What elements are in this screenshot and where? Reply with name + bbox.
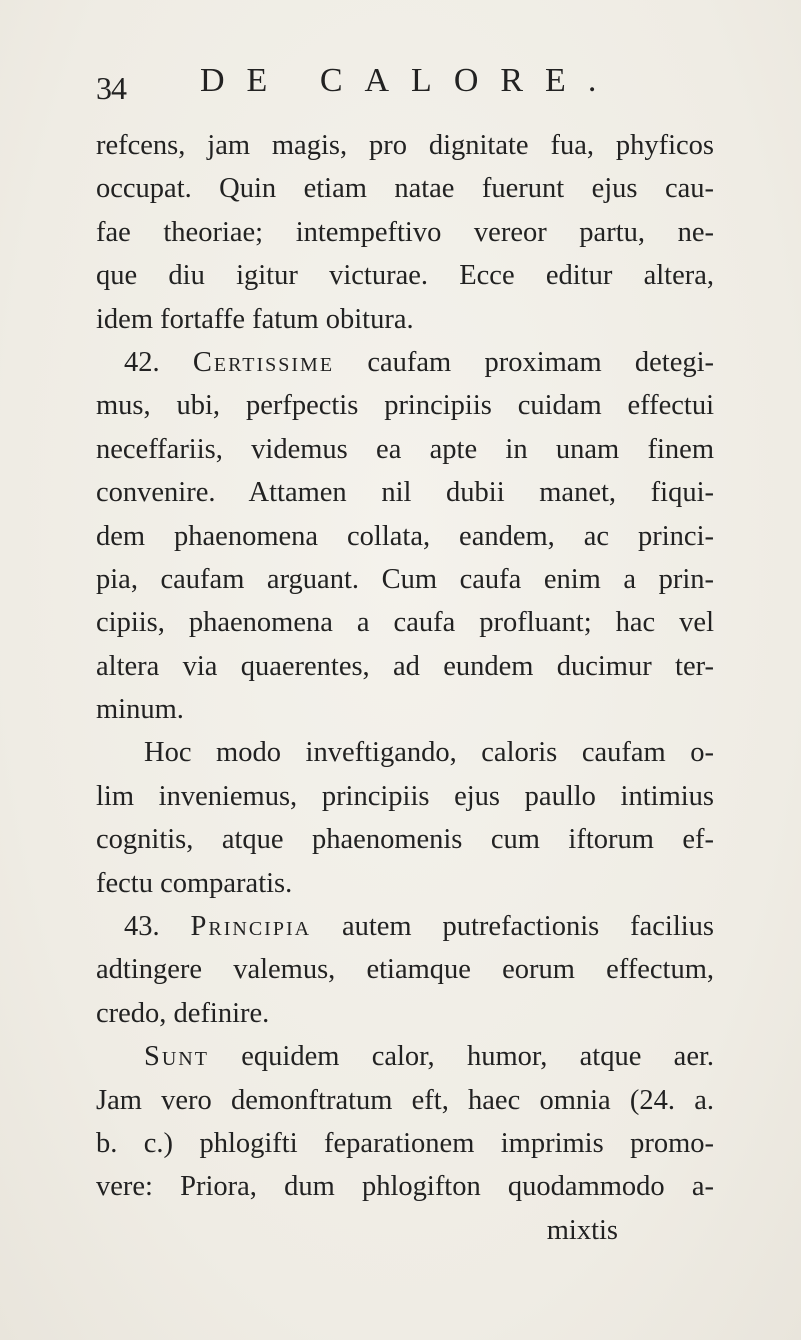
text-line: lim inveniemus, principiis ejus paullo intimius (96, 780, 714, 812)
paragraph-number: 43. (124, 911, 160, 943)
page-header (96, 62, 706, 106)
text-line: que diu igitur victurae. Ecce editur altera, (96, 260, 714, 292)
text-line: refcens, jam magis, pro dignitate fua, phyficos (96, 130, 714, 161)
text-line: Jam vero demonftratum eft, haec omnia (24. a. (96, 1084, 714, 1116)
text-line: cognitis, atque phaenomenis cum iftorum ef- (96, 824, 714, 856)
text-line: fae theoriae; intempeftivo vereor partu, ne- (96, 216, 714, 248)
text-line: cipiis, phaenomena a caufa profluant; hac vel (96, 607, 714, 639)
text-line: neceffariis, videmus ea apte in unam finem (96, 433, 714, 465)
text-line: Hoc modo inveftigando, caloris caufam o- (144, 737, 714, 769)
paragraph-lead-word: Principia (190, 911, 312, 943)
running-title: DE CALORE. (200, 62, 619, 99)
text-line: convenire. Attamen nil dubii manet, fiqui- (96, 477, 714, 509)
paragraph-lead-word: Certissime (192, 346, 335, 378)
paragraph-43-first-line (96, 905, 714, 948)
text-line: b. c.) phlogifti feparationem imprimis promo- (96, 1127, 714, 1159)
text-line: fectu comparatis. (96, 867, 293, 899)
text-line: idem fortaffe fatum obitura. (96, 303, 414, 335)
paragraph-42-first-line (96, 341, 714, 384)
text-line: credo, definire. (96, 997, 270, 1029)
text-line: pia, caufam arguant. Cum caufa enim a prin- (96, 563, 714, 595)
paragraph-lead-word: Sunt (144, 1041, 209, 1073)
text-line: adtingere valemus, etiamque eorum effectum, (96, 954, 714, 986)
paragraph-lead-text: caufam proximam detegi- (367, 346, 715, 378)
text-line: mus, ubi, perfpectis principiis cuidam effectui (96, 390, 714, 422)
text-line: dem phaenomena collata, eandem, ac princi- (96, 520, 714, 552)
paragraph-lead-text: autem putrefactionis facilius (341, 911, 714, 943)
text-line: minum. (96, 694, 184, 726)
text-line: altera via quaerentes, ad eundem ducimur ter- (96, 650, 714, 682)
paragraph-sunt-first-line (96, 1035, 714, 1078)
paragraph-lead-text: equidem calor, humor, atque aer. (241, 1041, 715, 1073)
text-line: occupat. Quin etiam natae fuerunt ejus cau- (96, 173, 714, 205)
catchword: mixtis (546, 1214, 618, 1246)
body-text (96, 124, 714, 1252)
page-number: 34 (96, 70, 126, 106)
text-line: vere: Priora, dum phlogifton quodammodo a- (96, 1171, 714, 1203)
paragraph-number: 42. (124, 346, 160, 378)
